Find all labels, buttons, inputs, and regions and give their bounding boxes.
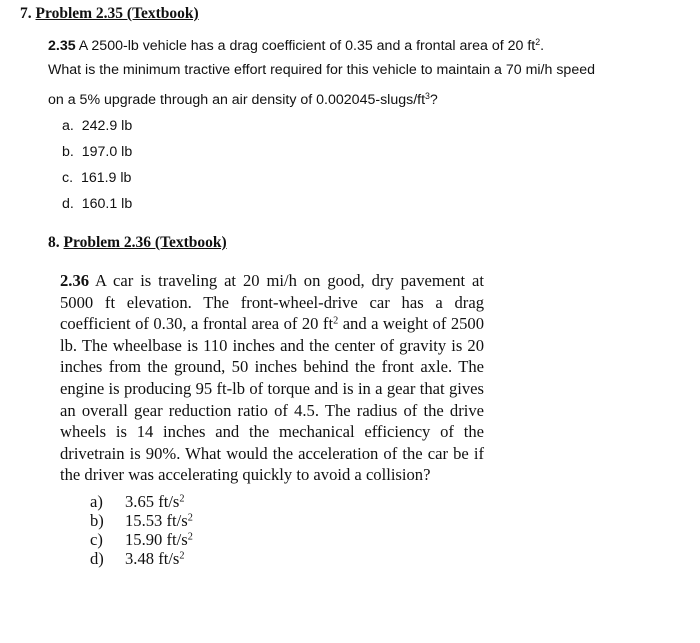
option-label: d.: [62, 196, 74, 212]
punctuation: ?: [429, 92, 438, 108]
option-label: c.: [62, 170, 74, 186]
option-a[interactable]: [62, 118, 132, 134]
question-7-title: Problem 2.35 (Textbook): [35, 5, 199, 22]
option-value: [125, 511, 193, 530]
superscript: 2: [179, 550, 185, 562]
problem-2-35-text-3: on a 5% upgrade through an air density of 0.002045-slugs/ft: [48, 92, 426, 108]
problem-2-36-text: [60, 270, 484, 486]
option-a[interactable]: [60, 492, 484, 511]
problem-2-35-number: 2.35: [48, 38, 76, 54]
problem-2-36-text-1: A car is traveling at 20 mi/h on good, dry pavement at 5000 ft elevation. The front-wheel-drive car has a drag coefficient of 0.30, a frontal area of 20 ft: [60, 271, 484, 334]
option-d[interactable]: [60, 549, 484, 568]
option-d[interactable]: [62, 196, 132, 212]
option-label: a): [90, 491, 103, 511]
superscript: 2: [187, 531, 193, 543]
option-value: 161.9 lb: [80, 170, 132, 186]
option-value: [125, 530, 193, 549]
problem-2-35-line-3: [48, 92, 438, 108]
option-b[interactable]: [60, 511, 484, 530]
problem-2-35-line-2: What is the minimum tractive effort required for this vehicle to maintain a 70 mi/h speed: [48, 62, 595, 78]
superscript: 2: [535, 37, 541, 48]
superscript: 3: [425, 91, 430, 102]
problem-2-35-text-1: A 2500-lb vehicle has a drag coefficient of 0.35 and a frontal area of 20 ft: [78, 38, 536, 54]
question-8-heading: [48, 234, 227, 252]
option-label: a.: [62, 118, 74, 134]
option-value: 242.9 lb: [81, 118, 133, 134]
option-value: 197.0 lb: [81, 144, 133, 160]
superscript: 2: [179, 493, 185, 505]
problem-2-36-number: 2.36: [60, 271, 90, 290]
problem-2-36: [60, 270, 484, 568]
option-value-text: 3.65 ft/s: [125, 491, 180, 511]
option-value: [125, 492, 185, 511]
superscript: 2: [333, 315, 339, 327]
option-label: b): [90, 510, 104, 530]
option-value: [125, 549, 185, 568]
option-c[interactable]: [62, 170, 131, 186]
option-value-text: 3.48 ft/s: [125, 548, 180, 568]
punctuation: .: [540, 38, 545, 54]
option-value-text: 15.53 ft/s: [125, 510, 188, 530]
question-8-number: 8.: [48, 234, 60, 251]
question-7-number: 7.: [20, 5, 32, 22]
problem-2-35-line-1: [48, 38, 544, 54]
problem-2-36-options: [60, 492, 484, 568]
problem-2-36-text-2: and a weight of 2500 lb. The wheelbase is 110 inches and the center of gravity is 20 inches from the ground, 50 inches behind the front axle. The engine is producing 95 ft-lb of torque and is in a gear that gives an overall gear reduction ratio of 4.5. The radius of the drive wheels is 14 inches and the mechanical efficiency of the drivetrain is 90%. What would the acceleration of the car be if the driver was accelerating quickly to avoid a collision?: [60, 314, 485, 485]
option-label: d): [90, 548, 104, 568]
option-label: b.: [62, 144, 74, 160]
option-c[interactable]: [60, 530, 484, 549]
superscript: 2: [187, 512, 193, 524]
question-8-title: Problem 2.36 (Textbook): [63, 234, 227, 251]
option-label: c): [90, 529, 103, 549]
option-b[interactable]: [62, 144, 132, 160]
option-value-text: 15.90 ft/s: [125, 529, 188, 549]
option-value: 160.1 lb: [81, 196, 133, 212]
question-7-heading: [20, 5, 199, 23]
